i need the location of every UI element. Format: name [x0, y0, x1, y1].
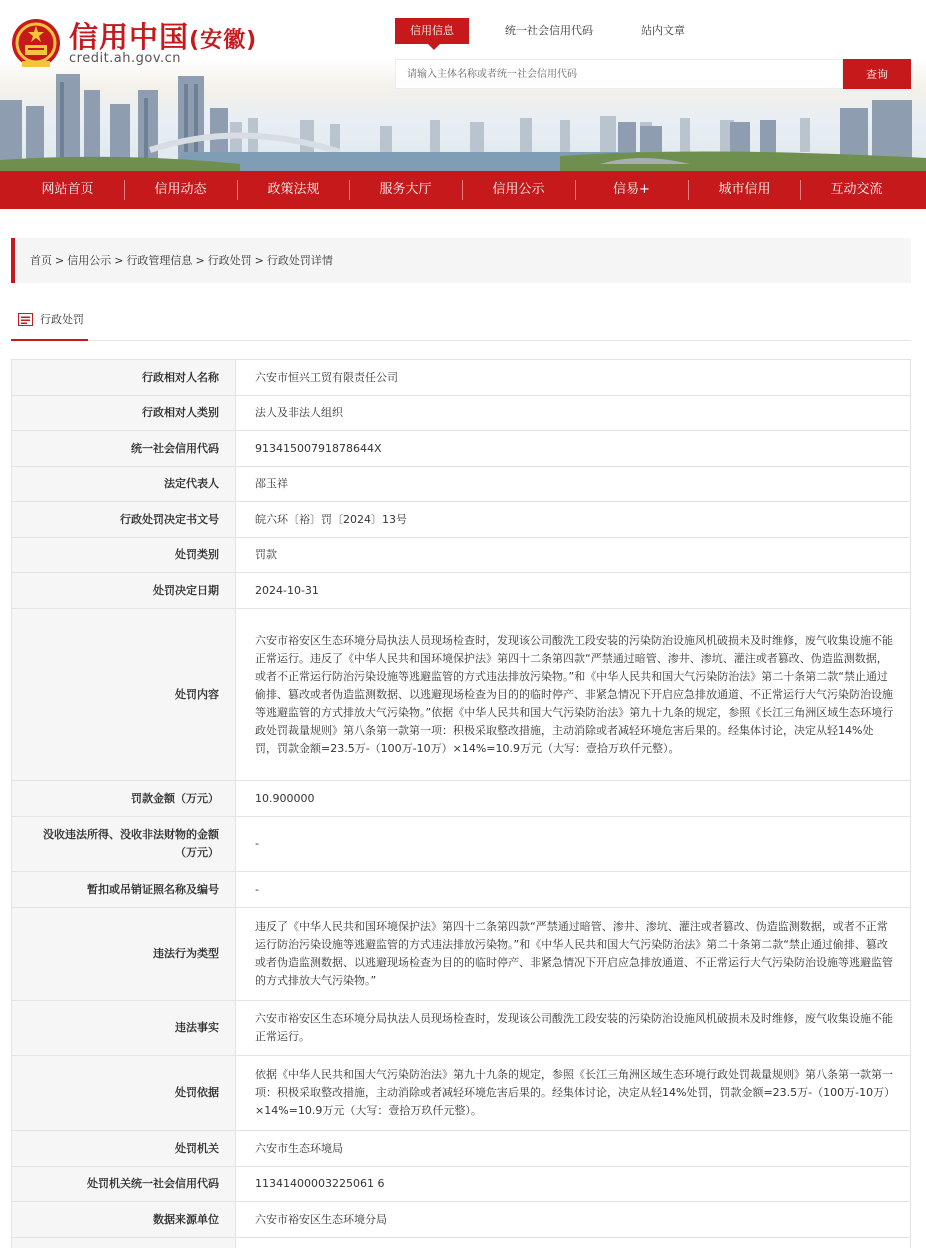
table-row: [12, 1056, 911, 1131]
table-row: [12, 467, 911, 502]
table-row: [12, 431, 911, 467]
field-value: 六安市裕安区生态环境分局: [236, 1202, 911, 1238]
section-divider: [11, 340, 911, 341]
table-row: [12, 538, 911, 573]
table-row: [12, 817, 911, 872]
field-label: 处罚机关: [12, 1131, 236, 1167]
breadcrumb: [11, 238, 911, 283]
field-label: [12, 1238, 236, 1248]
field-value: 六安市生态环境局: [236, 1131, 911, 1167]
breadcrumb-credit-publicity[interactable]: 信用公示: [67, 254, 112, 267]
field-value: 法人及非法人组织: [236, 396, 911, 431]
table-row: [12, 1202, 911, 1238]
field-label: 处罚机关统一社会信用代码: [12, 1167, 236, 1202]
nav-item-service-hall[interactable]: 服务大厅: [379, 182, 432, 197]
breadcrumb-separator: >: [114, 254, 124, 267]
field-label: 没收违法所得、没收非法财物的金额（万元）: [12, 817, 236, 872]
table-row: [12, 1131, 911, 1167]
nav-item-xinyi-plus[interactable]: 信易+: [613, 182, 650, 197]
field-value: 依据《中华人民共和国大气污染防治法》第九十九条的规定，参照《长江三角洲区域生态环境行政处罚裁量规则》第八条第一款第一项：积极采取整改措施，主动消除或者减轻环境危害后果的。经集体讨论，决定从轻14%处罚，罚款金额=23.5万-（100万-10万）×14%=10.9万元（大写：壹拾万玖仟元整）。: [236, 1056, 911, 1131]
field-label: 行政处罚决定书文号: [12, 502, 236, 538]
table-row: [12, 609, 911, 781]
field-label: 处罚内容: [12, 609, 236, 781]
field-label: 处罚决定日期: [12, 573, 236, 609]
table-row: [12, 1238, 911, 1248]
search-tab-credit-info[interactable]: 信用信息: [395, 18, 469, 44]
field-value: 六安市裕安区生态环境分局执法人员现场检查时，发现该公司酸洗工段安装的污染防治设施风机破损未及时维修，废气收集设施不能正常运行。: [236, 1001, 911, 1056]
table-row: [12, 1001, 911, 1056]
field-label: 处罚依据: [12, 1056, 236, 1131]
table-row: [12, 396, 911, 431]
breadcrumb-separator: >: [254, 254, 264, 267]
field-value: 10.900000: [236, 781, 911, 817]
field-label: 暂扣或吊销证照名称及编号: [12, 872, 236, 908]
field-label: 行政相对人类别: [12, 396, 236, 431]
table-row: [12, 908, 911, 1001]
section-label: 行政处罚: [40, 313, 84, 326]
field-value: 六安市裕安区生态环境分局执法人员现场检查时，发现该公司酸洗工段安装的污染防治设施风机破损未及时维修，废气收集设施不能正常运行。违反了《中华人民共和国环境保护法》第四十二条第四款“严禁通过暗管、渗井、渗坑、灌注或者篡改、伪造监测数据，或者不正常运行防治污染设施等逃避监管的方式违法排放污染物。”和《中华人民共和国大气污染防治法》第二十条第二款“禁止通过偷排、篡改或者伪造监测数据、以逃避现场检查为目的的临时停产、非紧急情况下开启应急排放通道、不正常运行大气污染防治设施等逃避监管的方式排放大气污染物。”依据《中华人民共和国大气污染防治法》第九十九条的规定，参照《长江三角洲区域生态环境行政处罚裁量规则》第八条第一款第一项：积极采取整改措施，主动消除或者减轻环境危害后果的。经集体讨论，决定从轻14%处罚，罚款金额=23.5万-（100万-10万）×14%=10.9万元（大写：壹拾万玖仟元整）。: [236, 609, 911, 781]
field-value: [236, 1238, 911, 1248]
nav-item-home[interactable]: 网站首页: [41, 182, 94, 197]
search-button[interactable]: 查询: [843, 59, 911, 89]
city-skyline-illustration: [0, 60, 926, 171]
field-value: 11341400003225061 6: [236, 1167, 911, 1202]
nav-item-credit-publicity[interactable]: 信用公示: [492, 182, 545, 197]
nav-item-interaction[interactable]: 互动交流: [830, 182, 883, 197]
field-value: -: [236, 817, 911, 872]
field-label: 统一社会信用代码: [12, 431, 236, 467]
main-nav: [0, 171, 926, 209]
search-tab-credit-code[interactable]: 统一社会信用代码: [505, 24, 593, 37]
field-label: 违法事实: [12, 1001, 236, 1056]
table-row: [12, 1167, 911, 1202]
nav-item-policies[interactable]: 政策法规: [267, 182, 320, 197]
field-value: 皖六环〔裕〕罚〔2024〕13号: [236, 502, 911, 538]
field-value: 邵玉祥: [236, 467, 911, 502]
table-row: [12, 502, 911, 538]
nav-item-city-credit[interactable]: 城市信用: [718, 182, 771, 197]
table-row: [12, 360, 911, 396]
field-label: 法定代表人: [12, 467, 236, 502]
field-value: -: [236, 872, 911, 908]
table-row: [12, 872, 911, 908]
field-value: 91341500791878644X: [236, 431, 911, 467]
field-label: 处罚类别: [12, 538, 236, 573]
nav-item-credit-news[interactable]: 信用动态: [154, 182, 207, 197]
site-url: credit.ah.gov.cn: [69, 51, 182, 66]
penalty-detail-table: [11, 359, 911, 1248]
table-row: [12, 781, 911, 817]
section-tab-penalty[interactable]: [11, 305, 88, 341]
field-label: 罚款金额（万元）: [12, 781, 236, 817]
table-row: [12, 573, 911, 609]
site-title[interactable]: 信用中国(安徽): [69, 20, 258, 54]
breadcrumb-admin-info[interactable]: 行政管理信息: [126, 254, 193, 267]
field-value: 罚款: [236, 538, 911, 573]
field-value: 2024-10-31: [236, 573, 911, 609]
breadcrumb-penalty[interactable]: 行政处罚: [207, 254, 252, 267]
field-label: 数据来源单位: [12, 1202, 236, 1238]
header-banner: [0, 0, 926, 171]
document-icon: [18, 313, 33, 326]
breadcrumb-penalty-detail: 行政处罚详情: [266, 254, 333, 267]
breadcrumb-separator: >: [195, 254, 205, 267]
field-label: 违法行为类型: [12, 908, 236, 1001]
breadcrumb-separator: >: [55, 254, 65, 267]
field-value: 违反了《中华人民共和国环境保护法》第四十二条第四款“严禁通过暗管、渗井、渗坑、灌注或者篡改、伪造监测数据，或者不正常运行防治污染设施等逃避监管的方式违法排放污染物。”和《中华人民共和国大气污染防治法》第二十条第二款“禁止通过偷排、篡改或者伪造监测数据、以逃避现场检查为目的的临时停产、非紧急情况下开启应急排放通道、不正常运行大气污染防治设施等逃避监管的方式排放大气污染物。”: [236, 908, 911, 1001]
field-value: 六安市恒兴工贸有限责任公司: [236, 360, 911, 396]
field-label: 行政相对人名称: [12, 360, 236, 396]
breadcrumb-home[interactable]: 首页: [30, 254, 52, 267]
search-tab-articles[interactable]: 站内文章: [641, 24, 685, 37]
